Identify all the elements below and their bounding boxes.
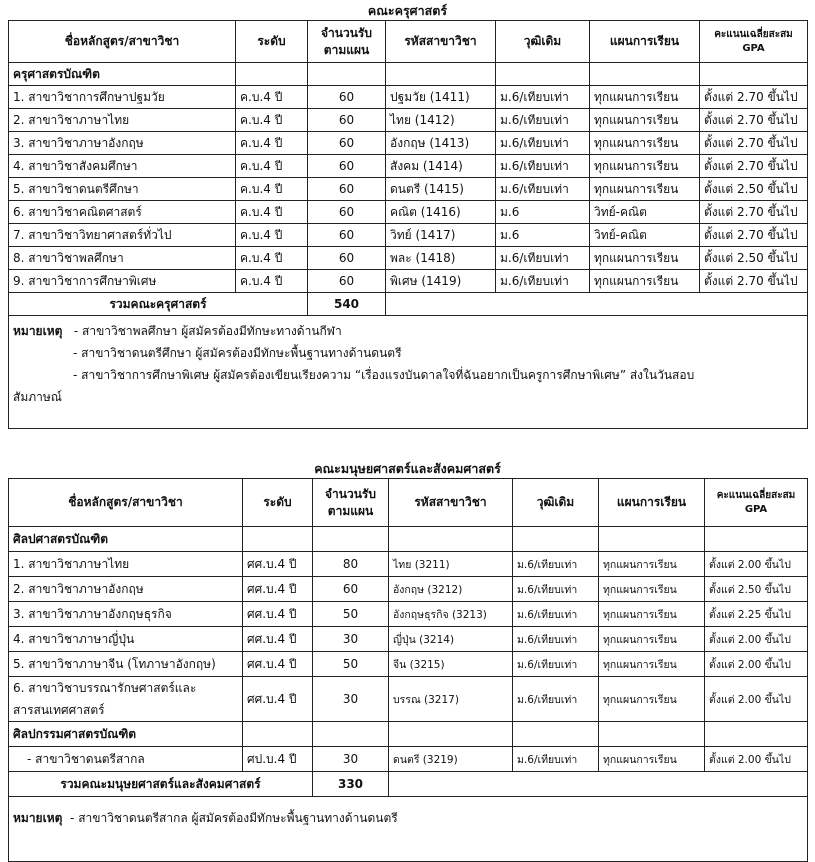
education-title: คณะครุศาสตร์ bbox=[367, 3, 448, 18]
program-code: ดนตรี (1415) bbox=[386, 178, 496, 201]
program-code: คณิต (1416) bbox=[386, 201, 496, 224]
header-code: รหัสสาขาวิชา bbox=[386, 21, 496, 63]
total-value: 330 bbox=[313, 772, 389, 797]
program-name: 6. สาขาวิชาบรรณารักษศาสตร์และสารสนเทศศาสตร์ bbox=[9, 677, 243, 722]
header-qualification: วุฒิเดิม bbox=[513, 479, 599, 527]
program-code: ดนตรี (3219) bbox=[389, 747, 513, 772]
study-plan: วิทย์-คณิต bbox=[590, 201, 700, 224]
qualification: ม.6/เทียบเท่า bbox=[496, 270, 590, 293]
gpa: ตั้งแต่ 2.50 ขึ้นไป bbox=[700, 247, 808, 270]
header-program: ชื่อหลักสูตร/สาขาวิชา bbox=[9, 21, 236, 63]
qualification: ม.6/เทียบเท่า bbox=[513, 677, 599, 722]
table-row bbox=[9, 132, 808, 155]
program-code: ญี่ปุ่น (3214) bbox=[389, 627, 513, 652]
study-plan: ทุกแผนการเรียน bbox=[599, 677, 705, 722]
education-section bbox=[8, 2, 807, 429]
degree-row bbox=[9, 527, 808, 552]
notes-label: หมายเหตุ bbox=[13, 811, 63, 825]
study-plan: ทุกแผนการเรียน bbox=[599, 652, 705, 677]
table-row bbox=[9, 552, 808, 577]
gpa: ตั้งแต่ 2.00 ขึ้นไป bbox=[705, 677, 808, 722]
program-name: 2. สาขาวิชาภาษาอังกฤษ bbox=[9, 577, 243, 602]
study-plan: ทุกแผนการเรียน bbox=[590, 155, 700, 178]
study-plan: ทุกแผนการเรียน bbox=[590, 86, 700, 109]
quota: 60 bbox=[308, 86, 386, 109]
program-name: 6. สาขาวิชาคณิตศาสตร์ bbox=[9, 201, 236, 224]
degree-row bbox=[9, 63, 808, 86]
level: ค.บ.4 ปี bbox=[236, 224, 308, 247]
study-plan: ทุกแผนการเรียน bbox=[590, 247, 700, 270]
degree-label-2: ศิลปกรรมศาสตรบัณฑิต bbox=[9, 722, 243, 747]
table-row bbox=[9, 155, 808, 178]
program-name: - สาขาวิชาดนตรีสากล bbox=[9, 747, 243, 772]
gpa: ตั้งแต่ 2.70 ขึ้นไป bbox=[700, 155, 808, 178]
program-code: พิเศษ (1419) bbox=[386, 270, 496, 293]
note-item: สัมภาษณ์ bbox=[13, 390, 62, 404]
quota: 30 bbox=[313, 677, 389, 722]
note-item: - สาขาวิชาการศึกษาพิเศษ ผู้สมัครต้องเขียนเรียงความ “เรื่องแรงบันดาลใจที่ฉันอยากเป็นครูการศึกษาพิเศษ” ส่งในวันสอบ bbox=[73, 368, 695, 382]
notes-row bbox=[9, 316, 808, 429]
qualification: ม.6/เทียบเท่า bbox=[513, 602, 599, 627]
study-plan: ทุกแผนการเรียน bbox=[599, 747, 705, 772]
level: ค.บ.4 ปี bbox=[236, 201, 308, 224]
level: ศศ.บ.4 ปี bbox=[243, 552, 313, 577]
quota: 60 bbox=[308, 109, 386, 132]
program-code: อังกฤษธุรกิจ (3213) bbox=[389, 602, 513, 627]
gpa: ตั้งแต่ 2.70 ขึ้นไป bbox=[700, 86, 808, 109]
level: ค.บ.4 ปี bbox=[236, 247, 308, 270]
quota: 60 bbox=[308, 270, 386, 293]
study-plan: ทุกแผนการเรียน bbox=[599, 627, 705, 652]
quota: 60 bbox=[308, 178, 386, 201]
qualification: ม.6/เทียบเท่า bbox=[496, 155, 590, 178]
table-row bbox=[9, 109, 808, 132]
program-code: พละ (1418) bbox=[386, 247, 496, 270]
qualification: ม.6/เทียบเท่า bbox=[513, 652, 599, 677]
quota: 60 bbox=[308, 155, 386, 178]
qualification: ม.6/เทียบเท่า bbox=[513, 747, 599, 772]
gpa: ตั้งแต่ 2.00 ขึ้นไป bbox=[705, 652, 808, 677]
gpa: ตั้งแต่ 2.50 ขึ้นไป bbox=[700, 178, 808, 201]
table-row bbox=[9, 602, 808, 627]
study-plan: ทุกแผนการเรียน bbox=[599, 602, 705, 627]
program-code: อังกฤษ (1413) bbox=[386, 132, 496, 155]
qualification: ม.6/เทียบเท่า bbox=[496, 132, 590, 155]
quota: 30 bbox=[313, 627, 389, 652]
gpa: ตั้งแต่ 2.00 ขึ้นไป bbox=[705, 627, 808, 652]
total-label: รวมคณะครุศาสตร์ bbox=[9, 293, 308, 316]
qualification: ม.6/เทียบเท่า bbox=[513, 552, 599, 577]
header-gpa: คะแนนเฉลี่ยสะสม GPA bbox=[705, 479, 808, 527]
header-qualification: วุฒิเดิม bbox=[496, 21, 590, 63]
qualification: ม.6 bbox=[496, 224, 590, 247]
gpa: ตั้งแต่ 2.70 ขึ้นไป bbox=[700, 201, 808, 224]
level: ค.บ.4 ปี bbox=[236, 109, 308, 132]
program-name: 7. สาขาวิชาวิทยาศาสตร์ทั่วไป bbox=[9, 224, 236, 247]
header-plan: แผนการเรียน bbox=[590, 21, 700, 63]
program-name: 2. สาขาวิชาภาษาไทย bbox=[9, 109, 236, 132]
qualification: ม.6 bbox=[496, 201, 590, 224]
notes-row bbox=[9, 797, 808, 862]
level: ศศ.บ.4 ปี bbox=[243, 677, 313, 722]
degree-label: ศิลปศาสตรบัณฑิต bbox=[9, 527, 243, 552]
level: ศศ.บ.4 ปี bbox=[243, 577, 313, 602]
header-quota: จำนวนรับตามแผน bbox=[308, 21, 386, 63]
quota: 60 bbox=[308, 132, 386, 155]
header-level: ระดับ bbox=[243, 479, 313, 527]
study-plan: ทุกแผนการเรียน bbox=[599, 552, 705, 577]
gpa: ตั้งแต่ 2.70 ขึ้นไป bbox=[700, 270, 808, 293]
program-code: อังกฤษ (3212) bbox=[389, 577, 513, 602]
gpa: ตั้งแต่ 2.70 ขึ้นไป bbox=[700, 132, 808, 155]
humanities-section bbox=[8, 460, 807, 862]
table-row bbox=[9, 652, 808, 677]
table-row bbox=[9, 224, 808, 247]
table-row bbox=[9, 747, 808, 772]
gpa: ตั้งแต่ 2.25 ขึ้นไป bbox=[705, 602, 808, 627]
header-program: ชื่อหลักสูตร/สาขาวิชา bbox=[9, 479, 243, 527]
total-value: 540 bbox=[308, 293, 386, 316]
table-row bbox=[9, 627, 808, 652]
table-row bbox=[9, 178, 808, 201]
program-code: สังคม (1414) bbox=[386, 155, 496, 178]
program-name: 5. สาขาวิชาดนตรีศึกษา bbox=[9, 178, 236, 201]
qualification: ม.6/เทียบเท่า bbox=[513, 577, 599, 602]
program-name: 1. สาขาวิชาภาษาไทย bbox=[9, 552, 243, 577]
qualification: ม.6/เทียบเท่า bbox=[513, 627, 599, 652]
program-code: ปฐมวัย (1411) bbox=[386, 86, 496, 109]
program-name: 3. สาขาวิชาภาษาอังกฤษ bbox=[9, 132, 236, 155]
table-row bbox=[9, 201, 808, 224]
program-name: 9. สาขาวิชาการศึกษาพิเศษ bbox=[9, 270, 236, 293]
qualification: ม.6/เทียบเท่า bbox=[496, 86, 590, 109]
quota: 60 bbox=[308, 201, 386, 224]
level: ค.บ.4 ปี bbox=[236, 178, 308, 201]
notes-label: หมายเหตุ bbox=[13, 324, 63, 338]
note-item: - สาขาวิชาดนตรีสากล ผู้สมัครต้องมีทักษะพื้นฐานทางด้านดนตรี bbox=[70, 811, 398, 825]
gpa: ตั้งแต่ 2.00 ขึ้นไป bbox=[705, 747, 808, 772]
program-name: 1. สาขาวิชาการศึกษาปฐมวัย bbox=[9, 86, 236, 109]
quota: 60 bbox=[308, 247, 386, 270]
header-quota: จำนวนรับตามแผน bbox=[313, 479, 389, 527]
program-code: ไทย (1412) bbox=[386, 109, 496, 132]
level: ศศ.บ.4 ปี bbox=[243, 652, 313, 677]
gpa: ตั้งแต่ 2.00 ขึ้นไป bbox=[705, 552, 808, 577]
table-row bbox=[9, 86, 808, 109]
header-code: รหัสสาขาวิชา bbox=[389, 479, 513, 527]
humanities-rows bbox=[9, 552, 808, 722]
study-plan: ทุกแผนการเรียน bbox=[590, 132, 700, 155]
level: ศศ.บ.4 ปี bbox=[243, 627, 313, 652]
study-plan: ทุกแผนการเรียน bbox=[599, 577, 705, 602]
program-name: 5. สาขาวิชาภาษาจีน (โทภาษาอังกฤษ) bbox=[9, 652, 243, 677]
table-row bbox=[9, 677, 808, 722]
level: ค.บ.4 ปี bbox=[236, 86, 308, 109]
humanities-title: คณะมนุษยศาสตร์และสังคมศาสตร์ bbox=[314, 461, 501, 476]
study-plan: ทุกแผนการเรียน bbox=[590, 270, 700, 293]
level: ค.บ.4 ปี bbox=[236, 132, 308, 155]
table-row bbox=[9, 247, 808, 270]
qualification: ม.6/เทียบเท่า bbox=[496, 178, 590, 201]
total-row bbox=[9, 772, 808, 797]
header-gpa: คะแนนเฉลี่ยสะสม GPA bbox=[700, 21, 808, 63]
degree-label: ครุศาสตรบัณฑิต bbox=[9, 63, 236, 86]
gpa: ตั้งแต่ 2.70 ขึ้นไป bbox=[700, 109, 808, 132]
level: ศศ.บ.4 ปี bbox=[243, 602, 313, 627]
education-table bbox=[8, 20, 808, 429]
note-item: - สาขาวิชาดนตรีศึกษา ผู้สมัครต้องมีทักษะพื้นฐานทางด้านดนตรี bbox=[73, 346, 402, 360]
study-plan: วิทย์-คณิต bbox=[590, 224, 700, 247]
study-plan: ทุกแผนการเรียน bbox=[590, 178, 700, 201]
note-item: - สาขาวิชาพลศึกษา ผู้สมัครต้องมีทักษะทางด้านกีฬา bbox=[73, 324, 342, 338]
study-plan: ทุกแผนการเรียน bbox=[590, 109, 700, 132]
program-code: จีน (3215) bbox=[389, 652, 513, 677]
program-name: 3. สาขาวิชาภาษาอังกฤษธุรกิจ bbox=[9, 602, 243, 627]
quota: 50 bbox=[313, 652, 389, 677]
quota: 30 bbox=[313, 747, 389, 772]
program-code: วิทย์ (1417) bbox=[386, 224, 496, 247]
table-row bbox=[9, 270, 808, 293]
level: ค.บ.4 ปี bbox=[236, 270, 308, 293]
humanities-table bbox=[8, 478, 808, 862]
header-plan: แผนการเรียน bbox=[599, 479, 705, 527]
table-header-row bbox=[9, 21, 808, 63]
gpa: ตั้งแต่ 2.70 ขึ้นไป bbox=[700, 224, 808, 247]
degree-row-2 bbox=[9, 722, 808, 747]
program-name: 4. สาขาวิชาภาษาญี่ปุ่น bbox=[9, 627, 243, 652]
program-name: 8. สาขาวิชาพลศึกษา bbox=[9, 247, 236, 270]
table-row bbox=[9, 577, 808, 602]
table-header-row bbox=[9, 479, 808, 527]
header-level: ระดับ bbox=[236, 21, 308, 63]
quota: 50 bbox=[313, 602, 389, 627]
quota: 60 bbox=[313, 577, 389, 602]
quota: 80 bbox=[313, 552, 389, 577]
education-rows bbox=[9, 86, 808, 293]
gpa: ตั้งแต่ 2.50 ขึ้นไป bbox=[705, 577, 808, 602]
program-name: 4. สาขาวิชาสังคมศึกษา bbox=[9, 155, 236, 178]
qualification: ม.6/เทียบเท่า bbox=[496, 247, 590, 270]
program-code: ไทย (3211) bbox=[389, 552, 513, 577]
quota: 60 bbox=[308, 224, 386, 247]
level: ศป.บ.4 ปี bbox=[243, 747, 313, 772]
total-label: รวมคณะมนุษยศาสตร์และสังคมศาสตร์ bbox=[9, 772, 313, 797]
qualification: ม.6/เทียบเท่า bbox=[496, 109, 590, 132]
program-code: บรรณ (3217) bbox=[389, 677, 513, 722]
total-row bbox=[9, 293, 808, 316]
level: ค.บ.4 ปี bbox=[236, 155, 308, 178]
